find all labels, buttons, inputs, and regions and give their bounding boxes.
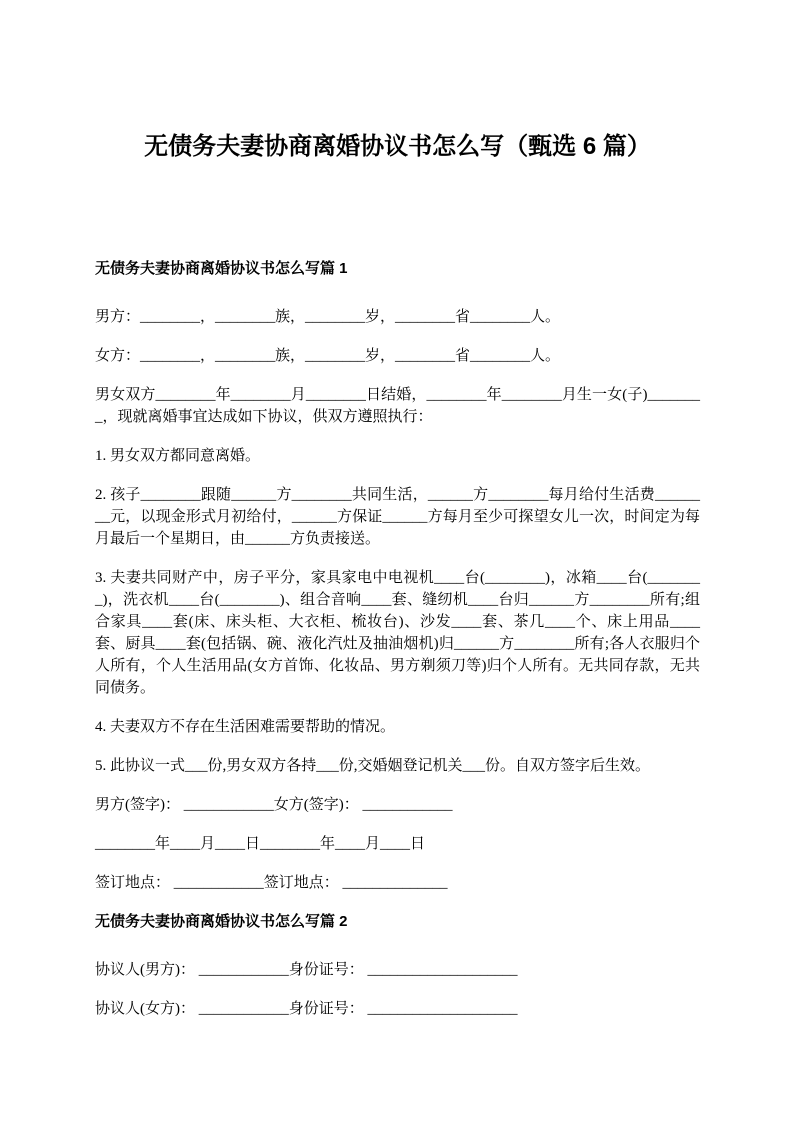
document-title: 无债务夫妻协商离婚协议书怎么写（甄选 6 篇） — [144, 133, 651, 160]
paragraph-husband-info: 男方：________，________族，________岁，________省________人。 — [95, 309, 561, 325]
paragraph-clause-4: 4. 夫妻双方不存在生活困难需要帮助的情况。 — [95, 719, 396, 735]
section-heading-1: 无债务夫妻协商离婚协议书怎么写篇 1 — [95, 260, 348, 277]
paragraph-signing-locations: 签订地点： ____________签订地点： ______________ — [95, 875, 448, 891]
paragraph-party-husband-id: 协议人(男方)： ____________身份证号： ____________________ — [95, 962, 518, 978]
paragraph-clause-2: 2. 孩子________跟随______方________共同生活，______方________每月给付生活费________元，以现金形式月初给付，______方保证______方每月至少可探望女儿一次，时间定为每月最后一个星期日，由______方负责接送。 — [95, 487, 700, 547]
paragraph-clause-5: 5. 此协议一式___份,男女双方各持___份,交婚姻登记机关___份。自双方签字后生效。 — [95, 758, 651, 774]
paragraph-dates: ________年____月____日________年____月____日 — [95, 836, 426, 852]
paragraph-marriage-info: 男女双方________年________月________日结婚，________年________月生一女(子)________，现就离婚事宜达成如下协议，供双方遵照执行： — [95, 387, 700, 425]
paragraph-clause-1: 1. 男女双方都同意离婚。 — [95, 448, 261, 464]
paragraph-clause-3: 3. 夫妻共同财产中，房子平分，家具家电中电视机____台(________)，冰箱____台(________)，洗衣机____台(________)、组合音响____套、缝纫机____台归______方________所有;组合家具____套(床、床头柜、大衣柜、梳妆台)、沙发____套、茶几____个、床上用品____套、厨具____套(包括锅、碗、液化汽灶及抽油烟机)归______方________所有;各人衣服归个人所有，个人生活用品(女方首饰、化妆品、男方剃须刀等)归个人所有。无共同存款，无共同债务。 — [95, 570, 700, 696]
section-heading-2: 无债务夫妻协商离婚协议书怎么写篇 2 — [95, 913, 348, 930]
paragraph-party-wife-id: 协议人(女方)： ____________身份证号： ____________________ — [95, 1001, 518, 1017]
paragraph-wife-info: 女方：________，________族，________岁，________省________人。 — [95, 348, 561, 364]
paragraph-signatures: 男方(签字)： ____________女方(签字)： ____________ — [95, 797, 453, 813]
